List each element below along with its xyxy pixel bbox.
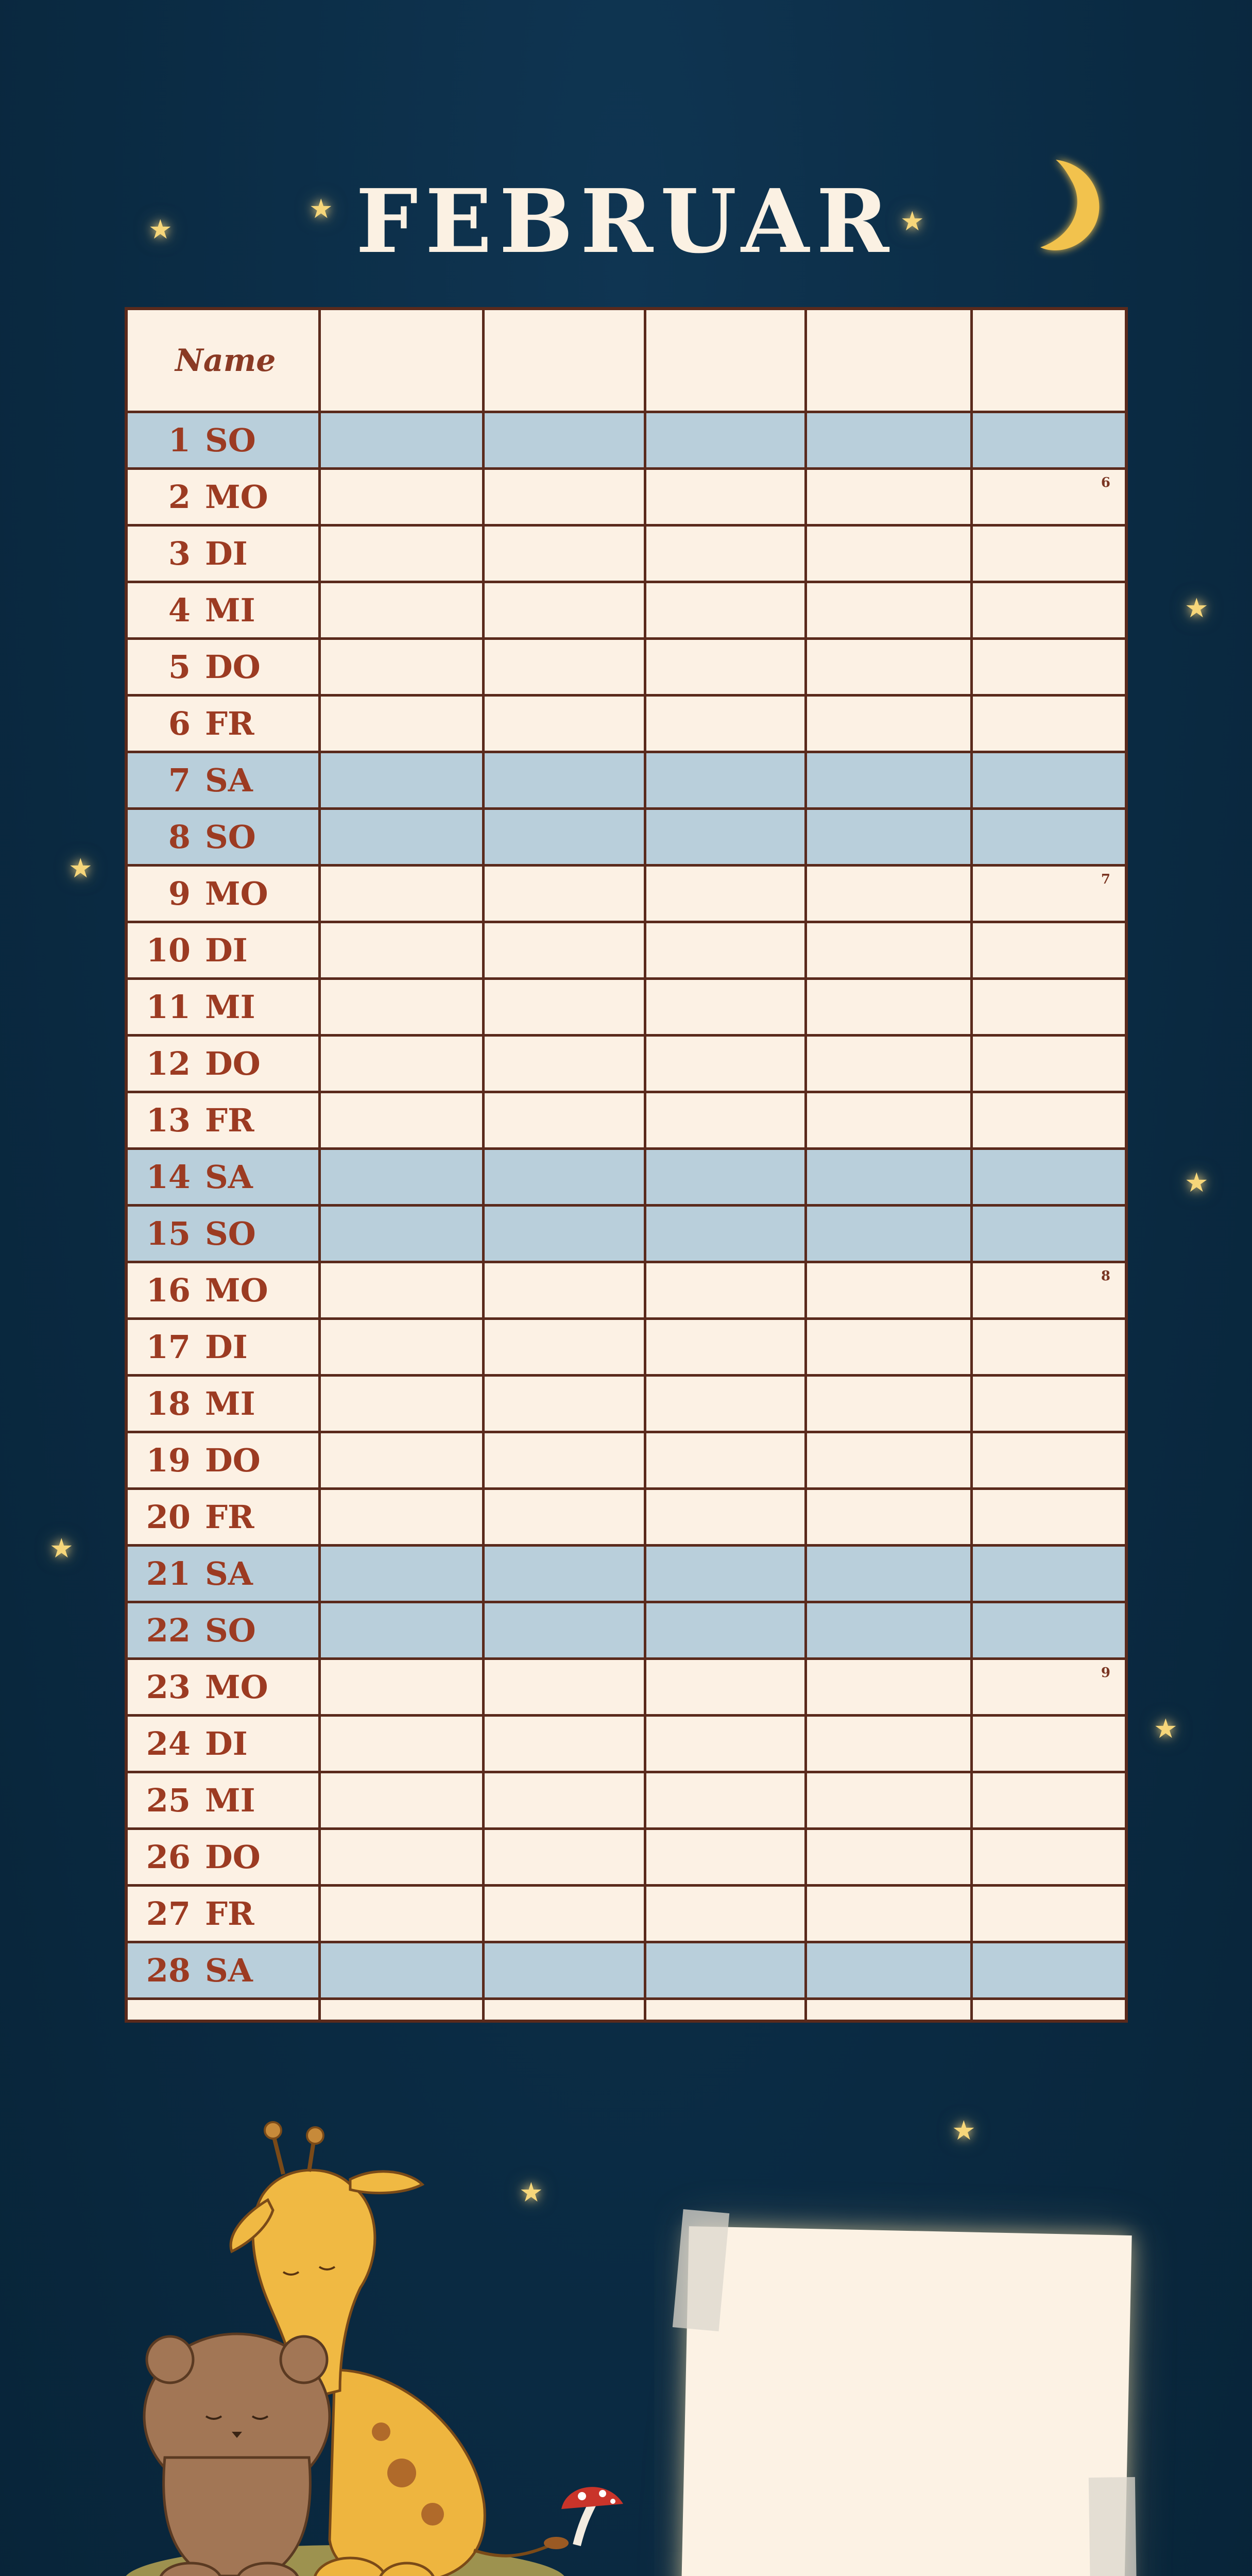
day-label-cell: [128, 1717, 318, 1771]
column-divider: [482, 310, 485, 2020]
day-number: 9: [168, 875, 191, 912]
day-number: 4: [168, 591, 191, 629]
calendar-day-row: [128, 1263, 1125, 1320]
column-divider: [318, 310, 321, 2020]
day-number: 3: [168, 535, 191, 572]
day-label-cell: [128, 640, 318, 694]
day-label-cell: [128, 1320, 318, 1374]
week-number: 6: [1101, 475, 1110, 490]
day-label-cell: [128, 867, 318, 921]
day-number: 23: [146, 1668, 191, 1706]
calendar-day-row: [128, 810, 1125, 867]
calendar-day-row: [128, 1943, 1125, 2000]
day-label-cell: [128, 1660, 318, 1714]
day-number: 15: [146, 1215, 191, 1252]
calendar-day-row: [128, 1037, 1125, 1093]
weekday-abbr: MI: [205, 1782, 255, 1819]
week-number: 9: [1101, 1665, 1110, 1681]
day-number: 8: [168, 818, 191, 856]
day-label-cell: [128, 527, 318, 581]
day-number: 22: [146, 1612, 191, 1649]
column-divider: [644, 310, 646, 2020]
calendar-day-row: [128, 1830, 1125, 1887]
day-number: 18: [146, 1385, 191, 1422]
day-label-cell: [128, 1433, 318, 1487]
day-label-cell: [128, 753, 318, 807]
calendar-day-row: [128, 1433, 1125, 1490]
day-number: 17: [146, 1328, 191, 1366]
calendar-day-row: [128, 1887, 1125, 1943]
weekday-abbr: FR: [205, 1498, 254, 1536]
star-icon: ★: [1185, 1167, 1209, 1198]
weekday-abbr: MO: [205, 478, 268, 516]
star-icon: ★: [148, 214, 173, 245]
blank-note-paper: [681, 2226, 1131, 2576]
weekday-abbr: DO: [205, 1442, 261, 1479]
calendar-day-row: [128, 980, 1125, 1037]
day-label-cell: [128, 1547, 318, 1601]
family-calendar-grid: [125, 307, 1128, 2023]
calendar-day-row: [128, 1320, 1125, 1377]
weekday-abbr: SO: [205, 1612, 256, 1649]
day-number: 13: [146, 1101, 191, 1139]
calendar-day-row: [128, 1150, 1125, 1207]
calendar-day-row: [128, 1603, 1125, 1660]
day-label-cell: [128, 1150, 318, 1204]
calendar-day-row: [128, 640, 1125, 697]
day-label-cell: [128, 1603, 318, 1657]
name-header-cell: [128, 310, 318, 411]
calendar-day-row: [128, 1547, 1125, 1603]
weekday-abbr: SA: [205, 1952, 253, 1989]
day-label-cell: [128, 1490, 318, 1544]
day-label-cell: [128, 1830, 318, 1884]
weekday-abbr: DI: [205, 1328, 248, 1366]
day-label-cell: [128, 1943, 318, 1997]
day-label-cell: [128, 583, 318, 637]
week-number: 8: [1101, 1268, 1110, 1284]
day-number: 27: [146, 1895, 191, 1933]
day-label-cell: [128, 697, 318, 751]
day-label-cell: [128, 470, 318, 524]
day-label-cell: [128, 1093, 318, 1147]
giraffe-and-bear-illustration: [113, 2102, 639, 2576]
calendar-day-row: [128, 1660, 1125, 1717]
weekday-abbr: SA: [205, 1555, 253, 1592]
weekday-abbr: SA: [205, 761, 253, 799]
crescent-moon-icon: [1025, 149, 1128, 263]
weekday-abbr: FR: [205, 1101, 254, 1139]
calendar-day-row: [128, 697, 1125, 753]
weekday-abbr: MO: [205, 1668, 268, 1706]
weekday-abbr: MI: [205, 591, 255, 629]
column-divider: [804, 310, 807, 2020]
weekday-abbr: DO: [205, 648, 261, 686]
star-icon: ★: [519, 2177, 543, 2208]
day-number: 21: [146, 1555, 191, 1592]
day-number: 5: [168, 648, 191, 686]
calendar-day-row: [128, 1773, 1125, 1830]
day-label-cell: [128, 1377, 318, 1431]
day-label-cell: [128, 1207, 318, 1261]
day-number: 2: [168, 478, 191, 516]
weekday-abbr: DI: [205, 535, 248, 572]
weekday-abbr: MI: [205, 988, 255, 1026]
day-number: 7: [168, 761, 191, 799]
calendar-day-row: [128, 470, 1125, 527]
calendar-day-row: [128, 1093, 1125, 1150]
day-number: 1: [168, 421, 191, 459]
month-title: FEBRUAR: [355, 170, 897, 273]
calendar-day-row: [128, 1490, 1125, 1547]
day-number: 10: [146, 931, 191, 969]
calendar-day-row: [128, 923, 1125, 980]
weekday-abbr: DI: [205, 931, 248, 969]
star-icon: ★: [1185, 593, 1209, 624]
calendar-day-row: [128, 753, 1125, 810]
day-label-cell: [128, 1773, 318, 1827]
day-number: 19: [146, 1442, 191, 1479]
weekday-abbr: SO: [205, 818, 256, 856]
day-number: 14: [146, 1158, 191, 1196]
day-label-cell: [128, 923, 318, 977]
column-divider: [970, 310, 973, 2020]
tape-top-left: [673, 2209, 729, 2331]
star-icon: ★: [309, 194, 333, 225]
weekday-abbr: FR: [205, 1895, 254, 1933]
day-number: 11: [146, 988, 191, 1026]
calendar-day-row: [128, 1207, 1125, 1263]
day-label-cell: [128, 980, 318, 1034]
tape-bottom-right: [1089, 2477, 1137, 2576]
day-label-cell: [128, 1037, 318, 1091]
day-number: 24: [146, 1725, 191, 1762]
star-icon: ★: [952, 2115, 976, 2146]
day-number: 12: [146, 1045, 191, 1082]
calendar-day-row: [128, 527, 1125, 583]
star-icon: ★: [900, 206, 924, 237]
day-number: 28: [146, 1952, 191, 1989]
day-number: 20: [146, 1498, 191, 1536]
week-number: 7: [1101, 872, 1110, 887]
weekday-abbr: SA: [205, 1158, 253, 1196]
day-label-cell: [128, 810, 318, 864]
star-icon: ★: [49, 1533, 74, 1564]
weekday-abbr: DI: [205, 1725, 248, 1762]
weekday-abbr: MO: [205, 1272, 268, 1309]
calendar-header-row: [128, 310, 1125, 413]
weekday-abbr: FR: [205, 705, 254, 742]
weekday-abbr: SO: [205, 1215, 256, 1252]
day-label-cell: [128, 1263, 318, 1317]
calendar-day-row: [128, 1377, 1125, 1433]
calendar-day-row: [128, 1717, 1125, 1773]
weekday-abbr: DO: [205, 1045, 261, 1082]
day-number: 25: [146, 1782, 191, 1819]
weekday-abbr: DO: [205, 1838, 261, 1876]
day-label-cell: [128, 413, 318, 467]
name-header: Name: [175, 342, 276, 379]
day-number: 26: [146, 1838, 191, 1876]
day-number: 16: [146, 1272, 191, 1309]
calendar-day-row: [128, 413, 1125, 470]
calendar-day-row: [128, 583, 1125, 640]
day-label-cell: [128, 1887, 318, 1941]
calendar-day-row: [128, 867, 1125, 923]
weekday-abbr: SO: [205, 421, 256, 459]
star-icon: ★: [1154, 1714, 1178, 1744]
day-number: 6: [168, 705, 191, 742]
star-icon: ★: [68, 853, 93, 884]
weekday-abbr: MO: [205, 875, 268, 912]
weekday-abbr: MI: [205, 1385, 255, 1422]
